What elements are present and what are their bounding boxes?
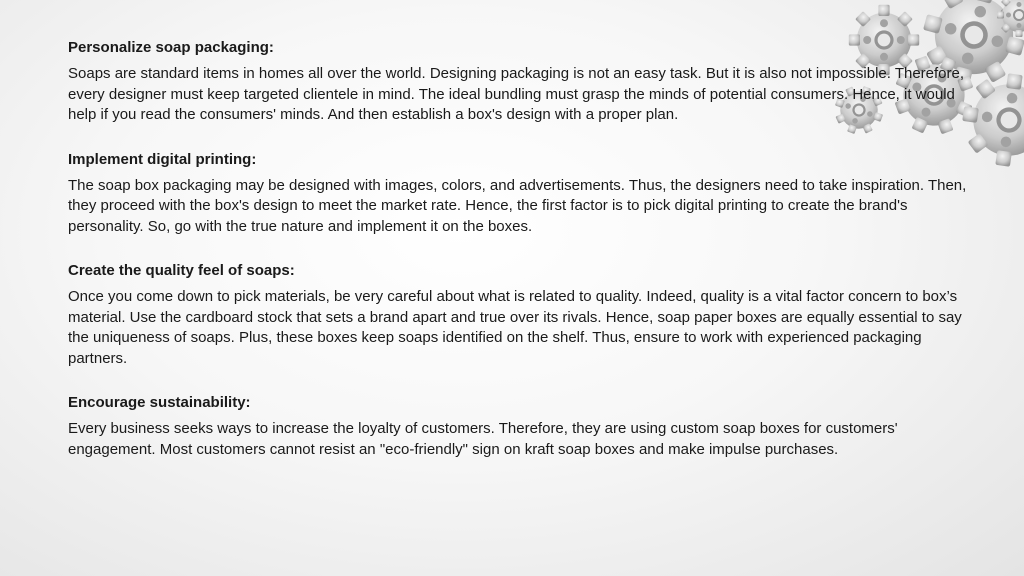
section-sustainability (68, 393, 968, 460)
section-heading: Implement digital printing: (68, 150, 257, 168)
section-personalize (68, 38, 968, 126)
section-paragraph: Once you come down to pick materials, be very careful about what is related to quality. Indeed, quality is a vital factor concern to box’s material. Use the cardboard stock that sets a brand apart and true over its rivals. Hence, soap paper boxes are equally essential to say the uniqueness of soaps. Plus, these boxes keep soaps identified on the shelf. Thus, ensure to work with experienced packaging partners. (68, 288, 962, 367)
document-body (68, 38, 968, 484)
section-heading: Create the quality feel of soaps: (68, 262, 295, 279)
section-heading: Personalize soap packaging: (68, 39, 274, 56)
section-paragraph: Every business seeks ways to increase the loyalty of customers. Therefore, they are using custom soap boxes for customers' engagement. Most customers cannot resist an "eco-friendly" sign on kraft soap boxes and make impulse purchases. (68, 420, 898, 458)
section-digital-printing (68, 150, 968, 238)
section-quality (68, 261, 968, 369)
section-paragraph: The soap box packaging may be designed with images, colors, and advertisements. Thus, the designers need to take inspiration. Then, they proceed with the box's design to meet the market rate. Hence, the first factor is to pick digital printing to create the brand's personality. So, go with the true nature and implement it on the boxes. (68, 176, 967, 235)
section-heading: Encourage sustainability: (68, 394, 251, 411)
section-paragraph: Soaps are standard items in homes all over the world. Designing packaging is not an easy task. But it is also not impossible. Therefore, every designer must keep targeted clientele in mind. The ideal bundling must grasp the minds of potential consumers. Hence, it would help if you read the consumers' minds. And then establish a box's design with a proper plan. (68, 65, 965, 123)
